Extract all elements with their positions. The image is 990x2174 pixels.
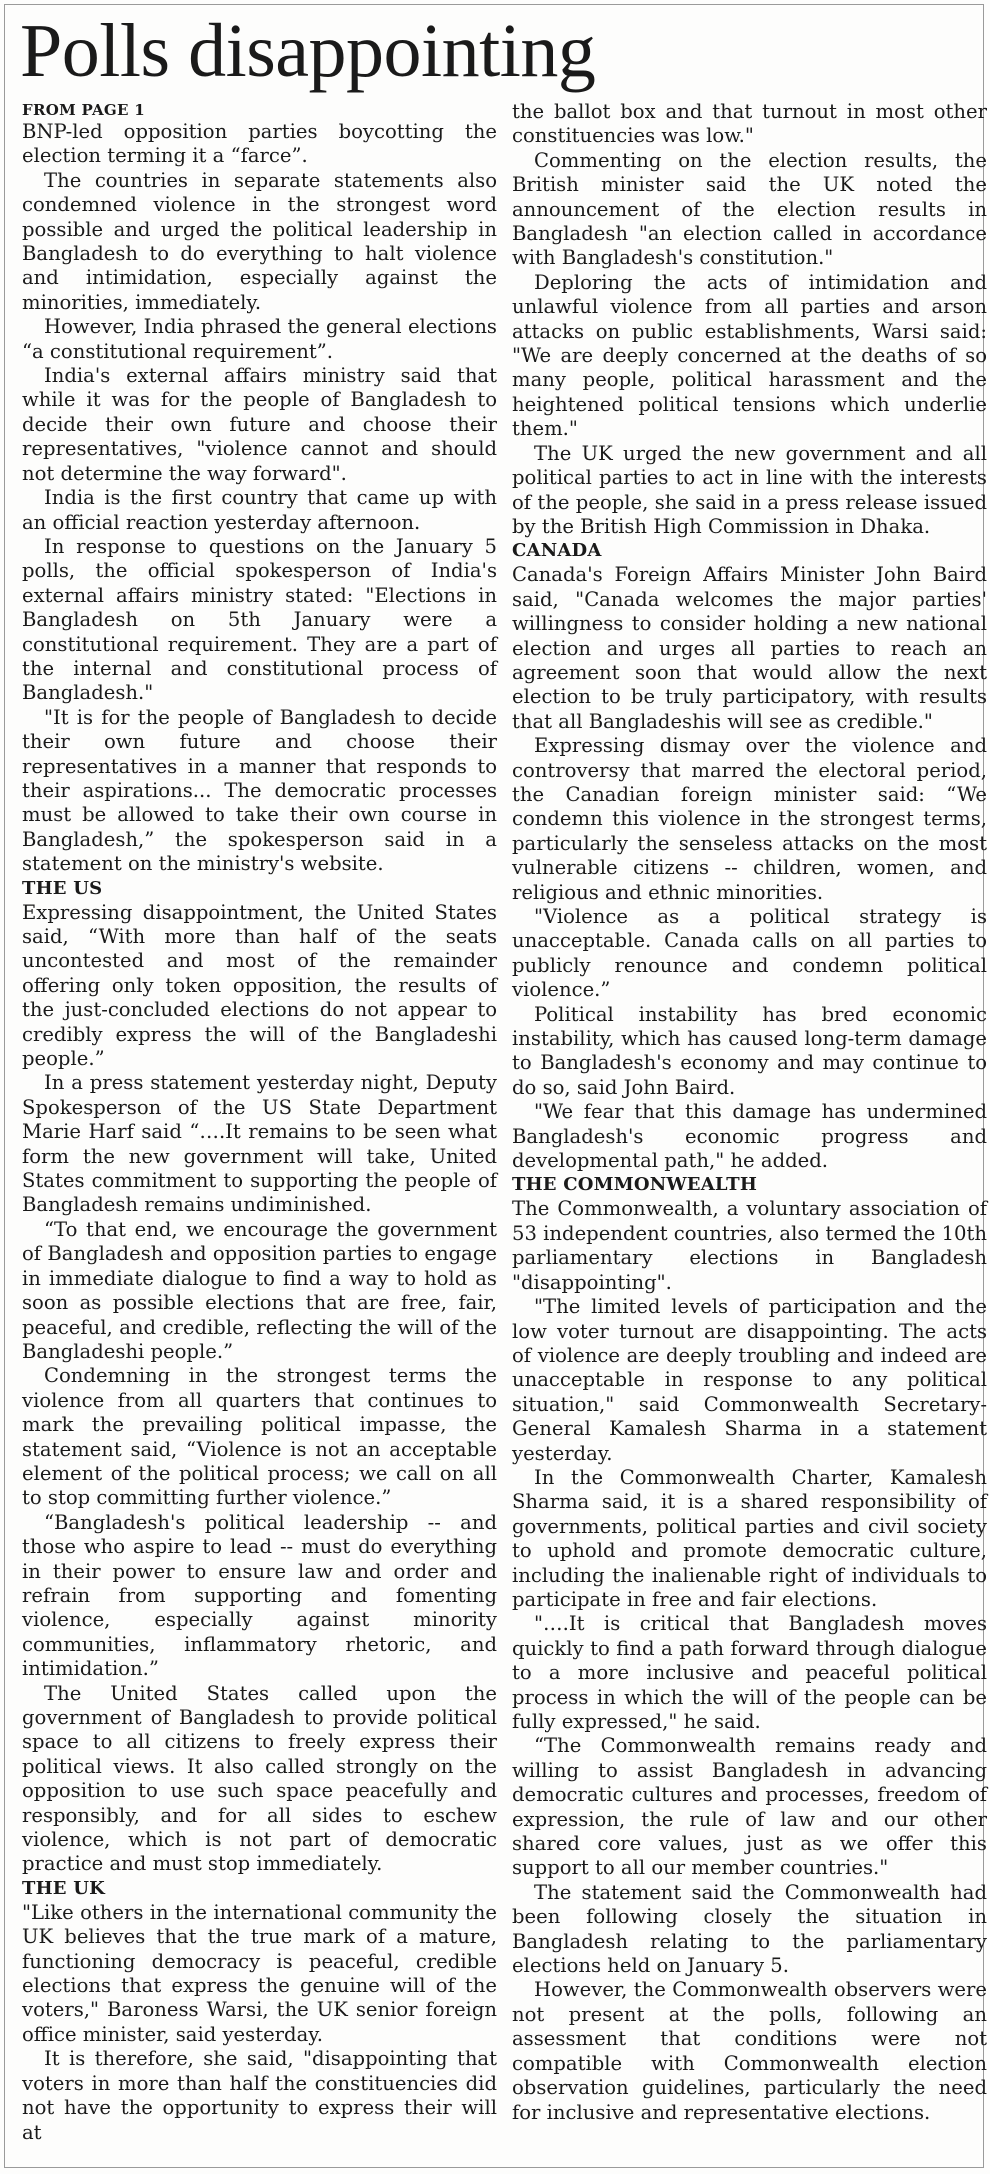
paragraph: Political instability has bred economic instability, which has caused long-term damage to Bangladesh's economy and may continue to do so, said John Baird. [512,1002,987,1099]
right-column-body [512,100,987,2125]
paragraph: Deploring the acts of intimidation and unlawful violence from all parties and arson attacks on public establishments, Warsi said: "We are deeply concerned at the deaths of so many people, political harassment and the heightened political tensions which underlie them." [512,270,987,441]
paragraph: India's external affairs ministry said that while it was for the people of Bangladesh to decide their own future and choose their representatives, "violence cannot and should not determine the way forward". [22,364,497,485]
paragraph: Expressing dismay over the violence and controversy that marred the electoral period, the Canadian foreign minister said: “We condemn this violence in the strongest terms, particularly the senseless attacks on the most vulnerable citizens -- children, women, and religious and ethnic minorities. [512,734,987,904]
paragraph: Commenting on the election results, the British minister said the UK noted the announcement of the election results in Bangladesh "an election called in accordance with Bangladesh's constitution." [512,148,987,270]
left-column-body [22,120,497,2145]
paragraph: "The limited levels of participation and the low voter turnout are disappointing. The acts of violence are deeply troubling and indeed are unacceptable in response to any political situation," said Commonwealth Secretary-General Kamalesh Sharma in a statement yesterday. [512,1295,987,1465]
paragraph: It is therefore, she said, "disappointing that voters in more than half the constituencies did not have the opportunity to express their will at [22,2047,497,2144]
paragraph: “The Commonwealth remains ready and willing to assist Bangladesh in advancing democratic cultures and processes, freedom of expression, the rule of law and our other shared core values, just as we offer this support to all our member countries." [512,1734,987,1880]
paragraph: the ballot box and that turnout in most other constituencies was low." [512,100,987,148]
paragraph: The United States called upon the government of Bangladesh to provide political space to all citizens to freely express their political views. It also called strongly on the opposition to use such space peacefully and responsibly, and for all sides to eschew violence, which is not part of democratic practice and must stop immediately. [22,1681,497,1876]
paragraph: The UK urged the new government and all political parties to act in line with the interests of the people, she said in a press release issued by the British High Commission in Dhaka. [512,441,987,538]
paragraph: However, India phrased the general elections “a constitutional requirement”. [22,315,497,363]
paragraph: Condemning in the strongest terms the violence from all quarters that continues to mark the prevailing political impasse, the statement said, “Violence is not an acceptable element of the political process; we call on all to stop committing further violence.” [22,1364,497,1510]
paragraph: In the Commonwealth Charter, Kamalesh Sharma said, it is a shared responsibility of governments, political parties and civil society to uphold and promote democratic culture, including the inalienable right of individuals to participate in free and fair elections. [512,1465,987,1611]
paragraph: "It is for the people of Bangladesh to decide their own future and choose their representatives in a manner that responds to their aspirations... The democratic processes must be allowed to take their own course in Bangladesh,” the spokesperson said in a statement on the ministry's website. [22,705,497,876]
paragraph: "We fear that this damage has undermined Bangladesh's economic progress and developmental path," he added. [512,1100,987,1173]
paragraph: Canada's Foreign Affairs Minister John Baird said, "Canada welcomes the major parties' willingness to consider holding a new national election and urges all parties to reach an agreement soon that would allow the next election to be truly participatory, with results that all Bangladeshis will see as credible." [512,563,987,733]
paragraph: The statement said the Commonwealth had been following closely the situation in Bangladesh relating to the parliamentary elections held on January 5. [512,1880,987,1978]
paragraph: In a press statement yesterday night, Deputy Spokesperson of the US State Department Marie Harf said “….It remains to be seen what form the new government will take, United States commitment to supporting the people of Bangladesh remains undiminished. [22,1071,497,1217]
paragraph: “Bangladesh's political leadership -- and those who aspire to lead -- must do everything in their power to ensure law and order and refrain from supporting and fomenting violence, especially against minority communities, inflammatory rhetoric, and intimidation.” [22,1510,497,1681]
section-subhead: CANADA [512,540,602,562]
paragraph: India is the first country that came up with an official reaction yesterday afternoon. [22,486,497,534]
left-column [22,100,497,2145]
section-subhead: THE UK [22,1877,105,1899]
section-subhead: THE COMMONWEALTH [512,1174,758,1196]
paragraph: “To that end, we encourage the government of Bangladesh and opposition parties to engage in immediate dialogue to find a way to hold as soon as possible elections that are free, fair, peaceful, and credible, reflecting the will of the Bangladeshi people.” [22,1217,497,1363]
paragraph: BNP-led opposition parties boycotting the election terming it a “farce”. [22,120,497,168]
headline: Polls disappointing [20,9,596,93]
kicker: FROM PAGE 1 [22,101,146,119]
paragraph: In response to questions on the January 5 polls, the official spokesperson of India's external affairs ministry stated: "Elections in Bangladesh on 5th January were a constitutional requirement. They are a part of the internal and constitutional process of Bangladesh." [22,534,497,705]
paragraph: "Like others in the international community the UK believes that the true mark of a mature, functioning democracy is peaceful, credible elections that express the genuine will of the voters," Baroness Warsi, the UK senior foreign office minister, said yesterday. [22,1900,497,2046]
paragraph: Expressing disappointment, the United States said, “With more than half of the seats uncontested and most of the remainder offering only token opposition, the results of the just-concluded elections do not appear to credibly express the will of the Bangladeshi people.” [22,900,497,1071]
paragraph: However, the Commonwealth observers were not present at the polls, following an assessment that conditions were not compatible with Commonwealth election observation guidelines, particularly the need for inclusive and representative elections. [512,1978,987,2124]
paragraph: "….It is critical that Bangladesh moves quickly to find a path forward through dialogue to a more inclusive and peaceful political process in which the will of the people can be fully expressed," he said. [512,1612,987,1733]
paragraph: The countries in separate statements also condemned violence in the strongest word possible and urged the political leadership in Bangladesh to do everything to halt violence and intimidation, especially against the minorities, immediately. [22,168,497,314]
right-column [512,100,987,2125]
paragraph: "Violence as a political strategy is unacceptable. Canada calls on all parties to publicly renounce and condemn political violence.” [512,905,987,1002]
paragraph: The Commonwealth, a voluntary association of 53 independent countries, also termed the 10th parliamentary elections in Bangladesh "disappointing". [512,1197,987,1294]
section-subhead: THE US [22,877,103,899]
